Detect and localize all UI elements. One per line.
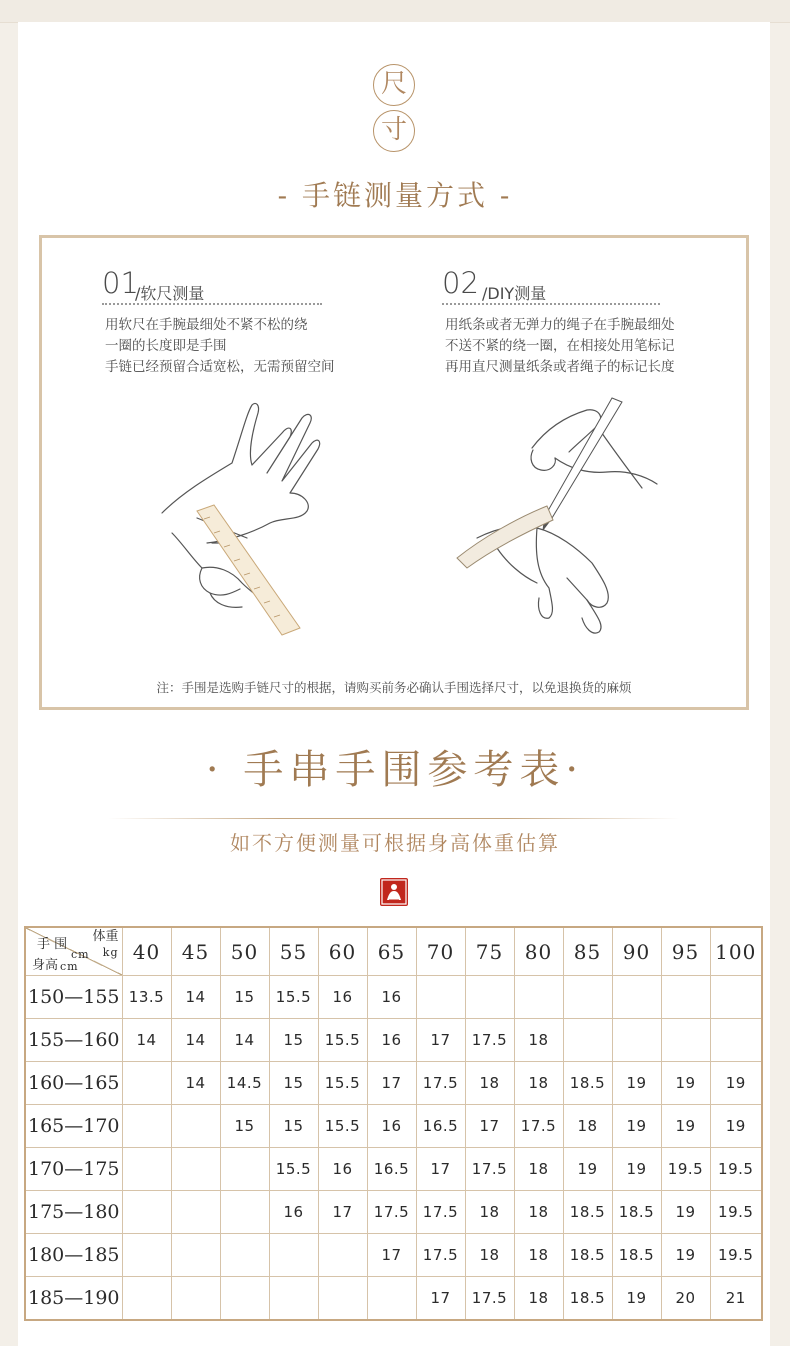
wrist-size-cell [220,1277,269,1321]
wrist-size-cell [563,976,612,1019]
wrist-size-cell: 18.5 [563,1191,612,1234]
wrist-size-cell: 19 [661,1062,710,1105]
step2-dotted-rule [442,303,660,305]
wrist-size-cell: 17.5 [465,1277,514,1321]
step1-desc-line-3: 手链已经预留合适宽松，无需预留空间 [105,359,335,375]
wrist-size-cell: 15.5 [269,1148,318,1191]
corner-weight-unit: kg [102,946,119,959]
wrist-size-cell [318,1277,367,1321]
wrist-size-cell: 16.5 [416,1105,465,1148]
wrist-paper-strip-pen-illustration [437,388,677,648]
wrist-size-cell: 19 [661,1234,710,1277]
wrist-size-cell: 15.5 [269,976,318,1019]
measurement-note: 注：手围是选购手链尺寸的根据，请购买前务必确认手围选择尺寸，以免退换货的麻烦 [156,680,632,695]
measure-method-frame [39,235,749,710]
wrist-size-cell: 18.5 [563,1234,612,1277]
step2-desc-line-2: 不送不紧的绕一圈，在相接处用笔标记 [445,338,675,354]
wrist-size-cell [416,976,465,1019]
seal-char-2: 寸 [373,110,415,152]
wrist-size-cell: 16.5 [367,1148,416,1191]
wrist-size-cell: 15 [269,1105,318,1148]
wrist-size-cell: 16 [367,1019,416,1062]
wrist-size-cell: 15.5 [318,1019,367,1062]
corner-wrist-label: 手 围 [37,937,68,952]
corner-height-label: 身高 [32,958,59,973]
wrist-size-cell [122,1105,171,1148]
wrist-size-cell: 14 [171,1062,220,1105]
wrist-size-cell: 16 [269,1191,318,1234]
wrist-size-cell: 13.5 [122,976,171,1019]
wrist-size-cell: 14 [122,1019,171,1062]
wrist-size-cell [269,1277,318,1321]
wrist-size-cell: 14 [220,1019,269,1062]
wrist-size-cell: 19 [710,1062,762,1105]
wrist-size-cell [661,976,710,1019]
wrist-size-cell: 18 [563,1105,612,1148]
wrist-size-cell: 17.5 [416,1191,465,1234]
height-range-cell: 150—155 [25,976,122,1019]
weight-header-cell: 70 [416,927,465,976]
wrist-size-cell: 18 [465,1191,514,1234]
wrist-size-cell [563,1019,612,1062]
height-range-cell: 160—165 [25,1062,122,1105]
top-band [0,0,790,23]
table-row [25,1105,762,1148]
wrist-size-cell [122,1277,171,1321]
wrist-size-cell [220,1234,269,1277]
wrist-size-cell [122,1062,171,1105]
weight-header-cell: 45 [171,927,220,976]
wrist-size-cell [220,1191,269,1234]
wrist-size-cell [710,976,762,1019]
step1-desc-line-2: 一圈的长度即是手围 [105,338,227,354]
wrist-size-cell: 14 [171,1019,220,1062]
wrist-size-cell: 19.5 [710,1191,762,1234]
red-seal-stamp-icon [380,878,408,906]
wrist-size-cell [269,1234,318,1277]
wrist-size-cell: 17.5 [416,1234,465,1277]
weight-header-cell: 50 [220,927,269,976]
table-corner-cell [25,927,122,976]
wrist-size-cell: 16 [367,976,416,1019]
wrist-size-cell: 17 [465,1105,514,1148]
wrist-size-cell [612,976,661,1019]
wrist-size-cell: 17.5 [416,1062,465,1105]
wrist-size-cell: 19.5 [710,1234,762,1277]
wrist-size-cell: 19 [612,1148,661,1191]
wrist-size-cell: 15.5 [318,1062,367,1105]
wrist-size-cell: 19 [661,1191,710,1234]
wrist-size-cell: 17.5 [367,1191,416,1234]
wrist-size-cell [220,1148,269,1191]
wrist-size-cell: 14 [171,976,220,1019]
wrist-size-cell: 19.5 [710,1148,762,1191]
reference-subtitle: 如不方便测量可根据身高体重估算 [230,831,560,855]
table-row [25,1277,762,1321]
step1-label: /软尺测量 [135,284,205,303]
step2-desc-line-1: 用纸条或者无弹力的绳子在手腕最细处 [445,317,675,333]
wrist-size-cell: 20 [661,1277,710,1321]
wrist-size-cell: 18.5 [563,1062,612,1105]
wrist-size-cell [465,976,514,1019]
table-header-row [25,927,762,976]
wrist-size-cell: 19.5 [661,1148,710,1191]
table-row [25,976,762,1019]
wrist-size-cell: 18 [514,1062,563,1105]
step1-dotted-rule [102,303,322,305]
step2-label: /DIY测量 [482,284,547,303]
wrist-size-cell: 17 [416,1148,465,1191]
height-range-cell: 185—190 [25,1277,122,1321]
corner-height-unit: cm [60,960,79,973]
weight-header-cell: 40 [122,927,171,976]
wrist-size-cell: 18 [514,1019,563,1062]
step1-desc-line-1: 用软尺在手腕最细处不紧不松的绕 [105,317,308,333]
wrist-size-cell: 19 [612,1277,661,1321]
wrist-size-cell: 14.5 [220,1062,269,1105]
weight-header-cell: 95 [661,927,710,976]
corner-weight-label: 体重 [92,929,119,944]
wrist-size-cell: 17.5 [465,1148,514,1191]
wrist-size-cell: 19 [710,1105,762,1148]
wrist-size-cell: 17 [367,1234,416,1277]
wrist-size-cell [661,1019,710,1062]
weight-header-cell: 90 [612,927,661,976]
seal-char-1: 尺 [373,64,415,106]
wrist-size-cell: 16 [318,976,367,1019]
wrist-size-cell: 18 [514,1191,563,1234]
wrist-size-cell: 15.5 [318,1105,367,1148]
wrist-size-cell [122,1191,171,1234]
wrist-size-cell: 17 [367,1062,416,1105]
wrist-size-cell: 17 [416,1277,465,1321]
wrist-size-cell: 15 [269,1062,318,1105]
step1-number: 01 [102,266,139,300]
wrist-size-cell [171,1105,220,1148]
wrist-size-cell: 18.5 [612,1191,661,1234]
size-reference-table [24,926,763,1321]
wrist-tape-measure-illustration [152,393,352,653]
wrist-size-cell: 21 [710,1277,762,1321]
wrist-size-cell: 19 [612,1105,661,1148]
wrist-size-cell: 18.5 [563,1277,612,1321]
table-row [25,1062,762,1105]
height-range-cell: 165—170 [25,1105,122,1148]
wrist-size-cell: 18.5 [612,1234,661,1277]
height-range-cell: 175—180 [25,1191,122,1234]
wrist-size-cell [612,1019,661,1062]
wrist-size-cell: 18 [514,1148,563,1191]
wrist-size-cell [710,1019,762,1062]
wrist-size-cell [514,976,563,1019]
wrist-size-cell [171,1148,220,1191]
wrist-size-cell: 19 [563,1148,612,1191]
measure-method-title: - 手链测量方式 - [277,179,513,212]
wrist-size-cell [318,1234,367,1277]
reference-table-title: · 手串手围参考表· [205,747,585,793]
weight-header-cell: 65 [367,927,416,976]
wrist-size-cell: 17 [416,1019,465,1062]
weight-header-cell: 100 [710,927,762,976]
wrist-size-cell: 17.5 [514,1105,563,1148]
weight-header-cell: 80 [514,927,563,976]
wrist-size-cell: 18 [514,1277,563,1321]
wrist-size-cell: 15 [220,1105,269,1148]
reference-title-rule [108,818,680,819]
wrist-size-cell [171,1234,220,1277]
wrist-size-cell: 18 [465,1062,514,1105]
weight-header-cell: 85 [563,927,612,976]
table-row [25,1191,762,1234]
corner-wrist-unit: cm [71,948,90,961]
height-range-cell: 180—185 [25,1234,122,1277]
weight-header-cell: 60 [318,927,367,976]
wrist-size-cell [171,1277,220,1321]
height-range-cell: 170—175 [25,1148,122,1191]
wrist-size-cell [122,1148,171,1191]
wrist-size-cell [122,1234,171,1277]
height-range-cell: 155—160 [25,1019,122,1062]
table-row [25,1019,762,1062]
weight-header-cell: 75 [465,927,514,976]
step2-number: 02 [442,266,479,300]
wrist-size-cell: 19 [661,1105,710,1148]
wrist-size-cell [367,1277,416,1321]
weight-header-cell: 55 [269,927,318,976]
wrist-size-cell: 18 [514,1234,563,1277]
wrist-size-cell: 16 [367,1105,416,1148]
table-row [25,1234,762,1277]
wrist-size-cell: 15 [269,1019,318,1062]
wrist-size-cell: 17.5 [465,1019,514,1062]
wrist-size-cell: 18 [465,1234,514,1277]
wrist-size-cell: 19 [612,1062,661,1105]
wrist-size-cell: 15 [220,976,269,1019]
wrist-size-cell: 17 [318,1191,367,1234]
wrist-size-cell: 16 [318,1148,367,1191]
table-row [25,1148,762,1191]
wrist-size-cell [171,1191,220,1234]
step2-desc-line-3: 再用直尺测量纸条或者绳子的标记长度 [445,359,675,375]
